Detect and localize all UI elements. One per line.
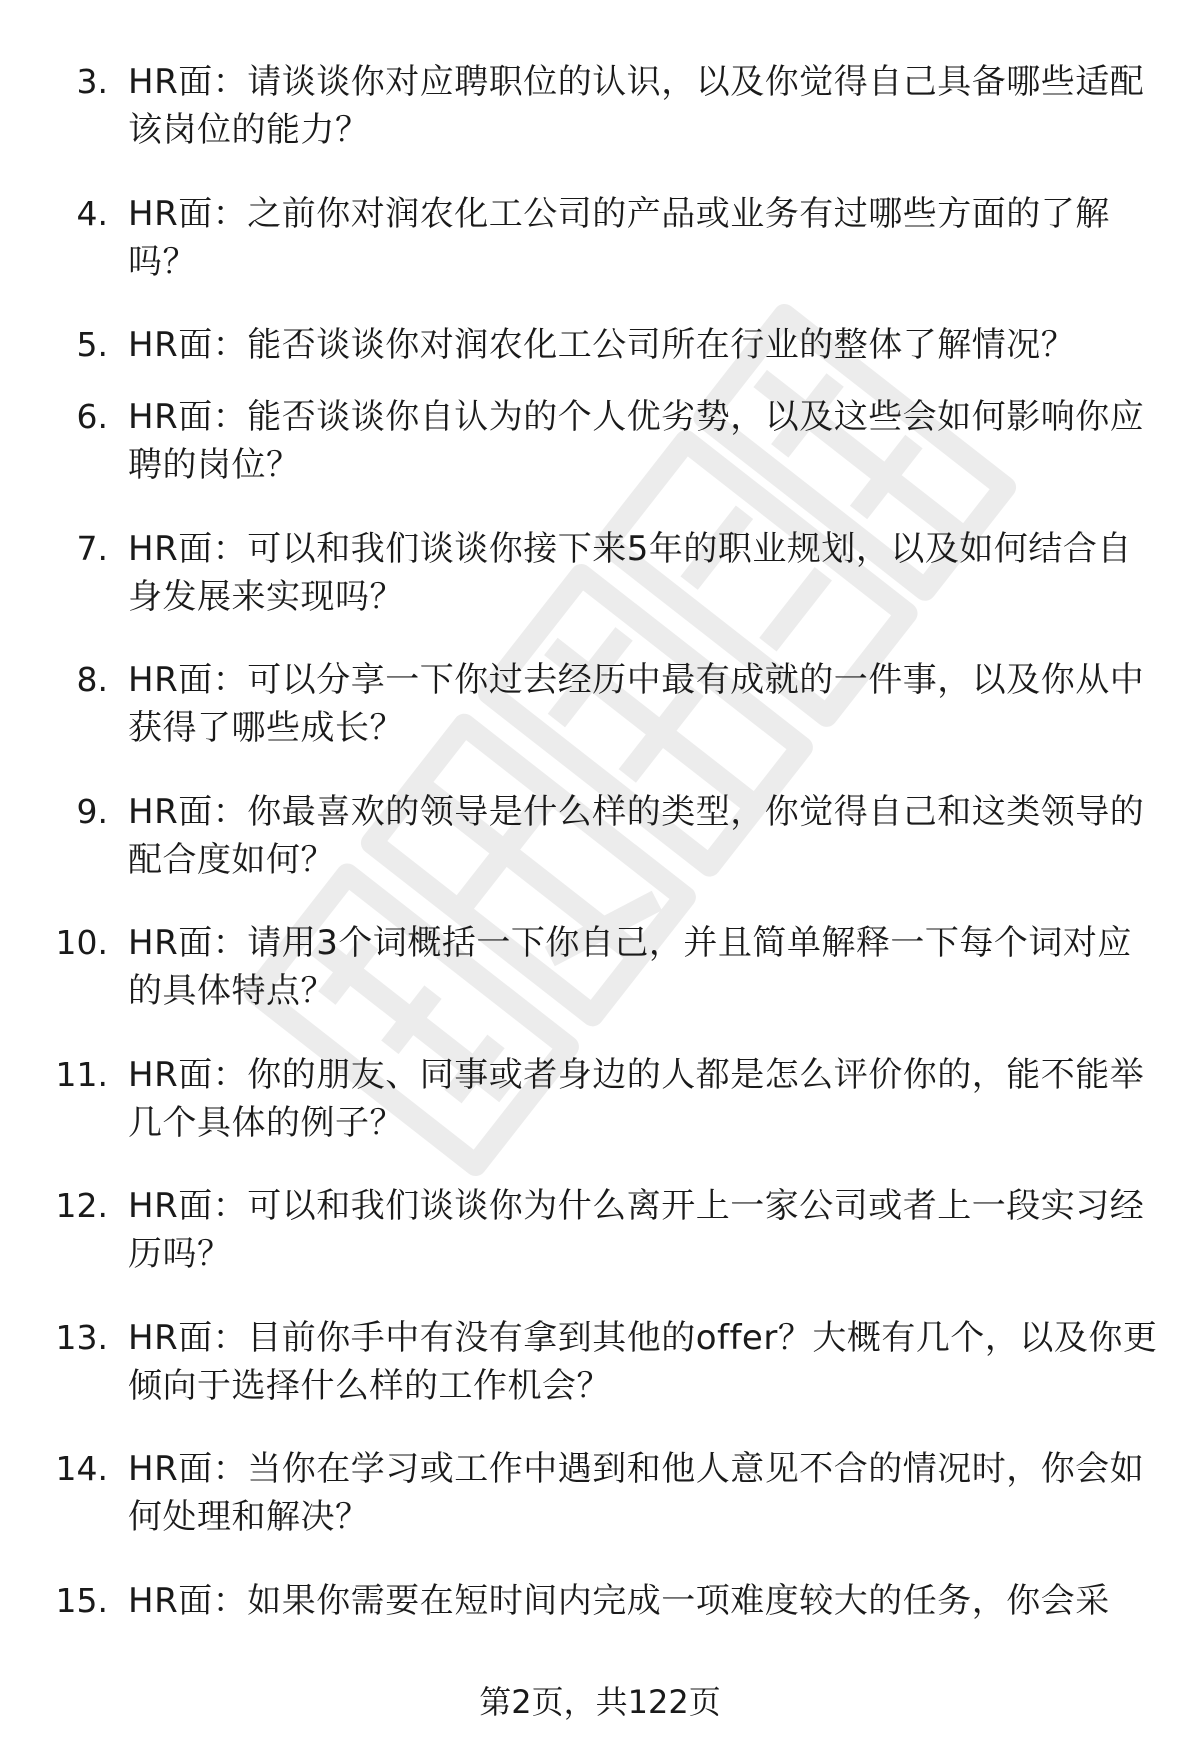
question-text: HR面：能否谈谈你自认为的个人优劣势，以及这些会如何影响你应聘的岗位？ [128, 397, 1145, 485]
list-item [0, 788, 1200, 920]
question-number: 8. [76, 660, 108, 699]
question-list [0, 58, 1200, 1708]
list-item [0, 321, 1200, 393]
question-text: HR面：可以和我们谈谈你接下来5年的职业规划，以及如何结合自身发展来实现吗？ [128, 528, 1132, 617]
list-item [0, 393, 1200, 525]
question-text: HR面：之前你对润农化工公司的产品或业务有过哪些方面的了解吗？ [128, 193, 1110, 282]
question-number: 3. [76, 62, 108, 101]
list-item [0, 1445, 1200, 1577]
question-number: 9. [76, 791, 108, 831]
page-number-footer: 第2页，共122页 [479, 1683, 721, 1721]
question-text: HR面：请谈谈你对应聘职位的认识，以及你觉得自己具备哪些适配该岗位的能力？ [128, 62, 1145, 150]
list-item [0, 919, 1200, 1051]
list-item [0, 656, 1200, 788]
question-text: HR面：能否谈谈你对润农化工公司所在行业的整体了解情况？ [128, 325, 1076, 365]
list-item [0, 190, 1200, 322]
list-item [0, 525, 1200, 657]
question-text: HR面：目前你手中有没有拿到其他的offer？大概有几个，以及你更倾向于选择什么样的工作机会？ [128, 1317, 1158, 1406]
question-text: HR面：你最喜欢的领导是什么样的类型，你觉得自己和这类领导的配合度如何？ [128, 791, 1145, 880]
list-item [0, 1314, 1200, 1446]
list-item [0, 58, 1200, 190]
question-number: 13. [55, 1317, 108, 1357]
question-number: 4. [76, 193, 108, 233]
list-item [0, 1051, 1200, 1183]
question-number: 15. [55, 1580, 108, 1620]
question-text: HR面：你的朋友、同事或者身边的人都是怎么评价你的，能不能举几个具体的例子？ [128, 1054, 1145, 1143]
question-text: HR面：当你在学习或工作中遇到和他人意见不合的情况时，你会如何处理和解决？ [128, 1449, 1145, 1537]
question-text: HR面：如果你需要在短时间内完成一项难度较大的任务，你会采 [128, 1580, 1110, 1621]
list-item [0, 1182, 1200, 1314]
question-text: HR面：可以分享一下你过去经历中最有成就的一件事，以及你从中获得了哪些成长？ [128, 660, 1145, 748]
question-number: 5. [76, 325, 108, 364]
question-text: HR面：可以和我们谈谈你为什么离开上一家公司或者上一段实习经历吗？ [128, 1186, 1145, 1274]
question-number: 7. [76, 528, 108, 568]
question-number: 14. [55, 1449, 108, 1488]
question-number: 6. [76, 397, 108, 436]
question-number: 11. [55, 1054, 108, 1094]
question-text: HR面：请用3个词概括一下你自己，并且简单解释一下每个词对应的具体特点？ [128, 923, 1132, 1011]
question-number: 12. [55, 1186, 108, 1225]
question-number: 10. [55, 923, 108, 962]
